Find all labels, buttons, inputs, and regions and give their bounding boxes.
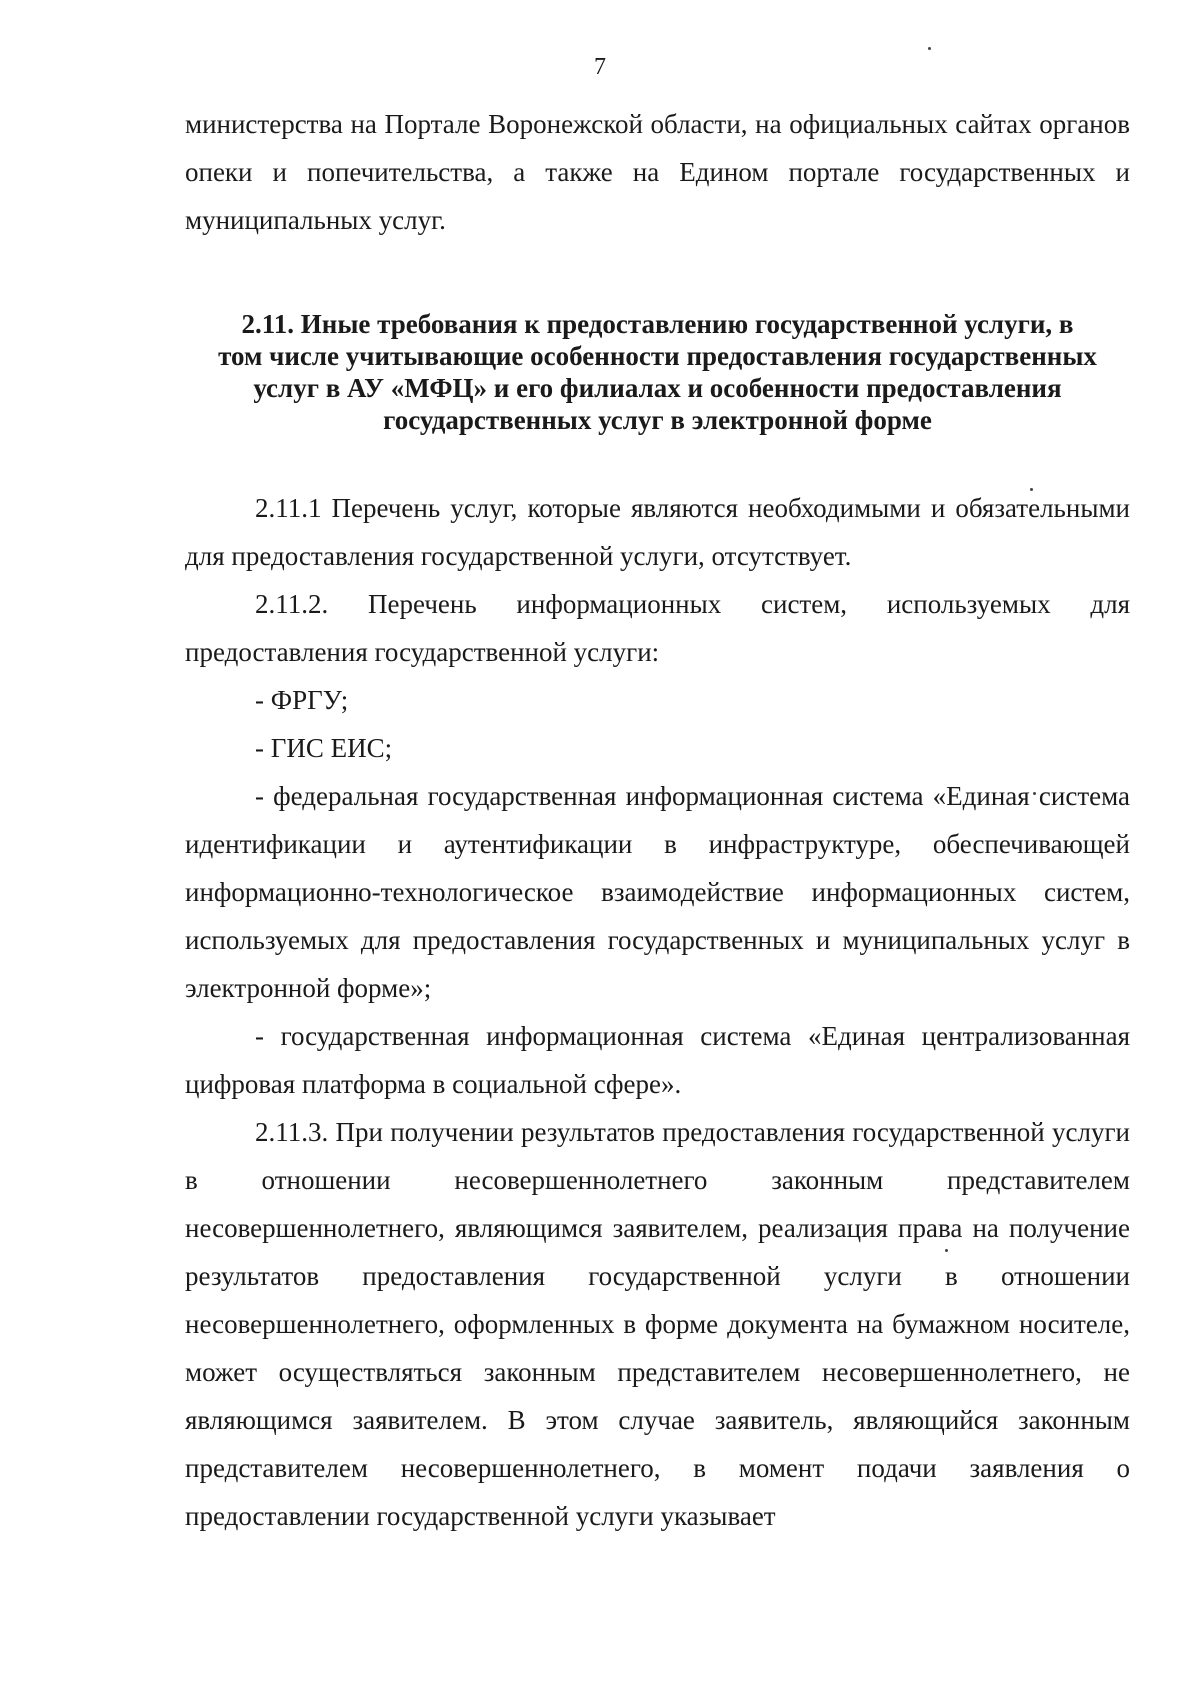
list-item-frgu: - ФРГУ; xyxy=(255,685,349,715)
page-number: 7 xyxy=(594,54,606,80)
list-item-esia: - федеральная государственная информационная система «Единая система идентификации и аутентификации в инфраструктуре, обеспечивающей информационно-технологическое взаимодействие информационных систем, используемых для предоставления государственных и муниципальных услуг в электронной форме»; xyxy=(185,781,1130,1003)
section-heading-line: том числе учитывающие особенности предоставления государственных xyxy=(218,341,1097,371)
section-heading-line: государственных услуг в электронной форме xyxy=(383,405,932,435)
scan-speck xyxy=(928,47,931,50)
paragraph-2-11-1: 2.11.1 Перечень услуг, которые являются необходимыми и обязательными для предоставления государственной услуги, отсутствует. xyxy=(185,493,1130,571)
list-item-egisso: - государственная информационная система «Единая централизованная цифровая платформа в социальной сфере». xyxy=(185,1021,1130,1099)
paragraph-2-11-2: 2.11.2. Перечень информационных систем, используемых для предоставления государственной услуги: xyxy=(185,589,1130,667)
intro-paragraph: министерства на Портале Воронежской области, на официальных сайтах органов опеки и попечительства, а также на Едином портале государственных и муниципальных услуг. xyxy=(185,109,1130,235)
document-body xyxy=(185,100,1130,1540)
section-heading xyxy=(185,308,1130,436)
list-item-gis-eis: - ГИС ЕИС; xyxy=(255,733,393,763)
paragraph-2-11-3: 2.11.3. При получении результатов предоставления государственной услуги в отношении несовершеннолетнего законным представителем несовершеннолетнего, являющимся заявителем, реализация права на получение результатов предоставления государственной услуги в отношении несовершеннолетнего, оформленных в форме документа на бумажном носителе, может осуществляться законным представителем несовершеннолетнего, не являющимся заявителем. В этом случае заявитель, являющийся законным представителем несовершеннолетнего, в момент подачи заявления о предоставлении государственной услуги указывает xyxy=(185,1117,1130,1531)
section-heading-line: 2.11. Иные требования к предоставлению государственной услуги, в xyxy=(241,309,1074,339)
section-heading-line: услуг в АУ «МФЦ» и его филиалах и особенности предоставления xyxy=(253,373,1062,403)
